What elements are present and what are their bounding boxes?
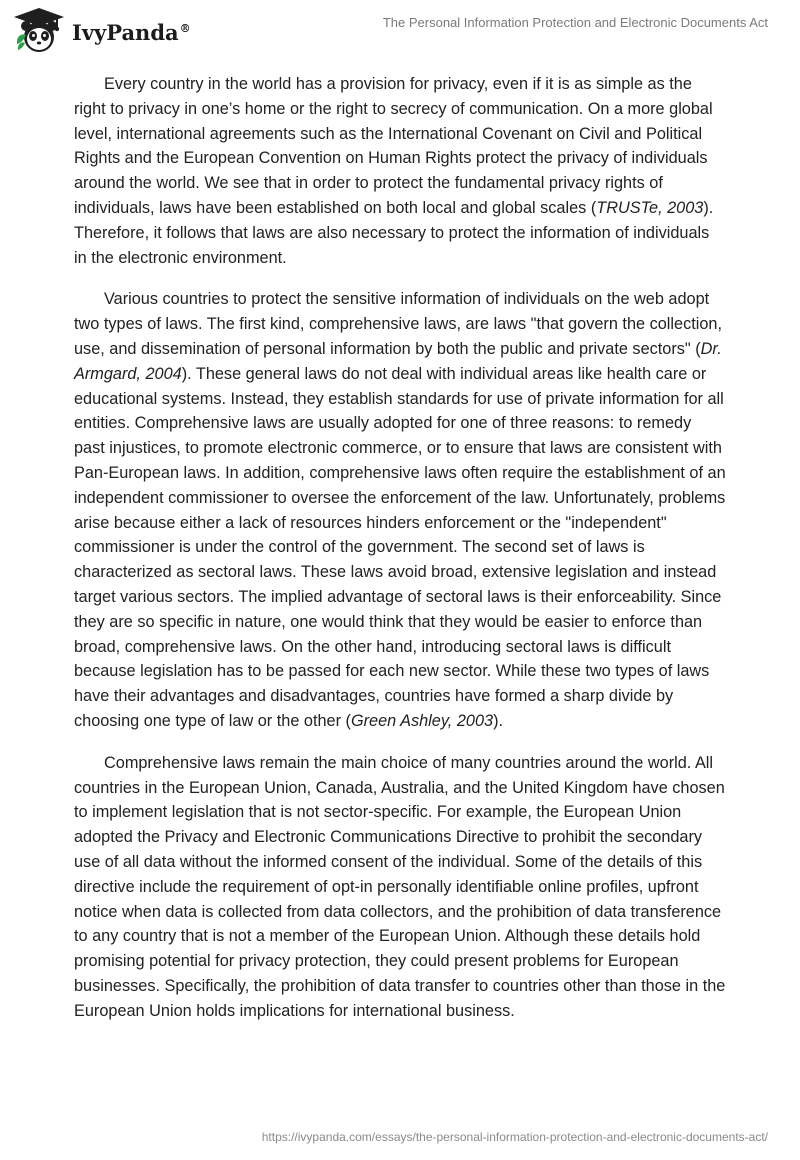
- paragraph-text: ). Therefore, it follows that laws are also necessary to protect the information of individuals in the electronic environment.: [74, 198, 714, 267]
- panda-graduate-icon: [12, 6, 66, 56]
- document-title: The Personal Information Protection and Electronic Documents Act: [382, 15, 768, 30]
- paragraph-text: Every country in the world has a provision for privacy, even if it is as simple as the right to privacy in one’s home or the right to secrecy of communication. On a more global level, international agreements such as the International Covenant on Civil and Political Rights and the European Convention on Human Rights protect the privacy of individuals around the world. We see that in order to protect the fundamental privacy rights of individuals, laws have been established on both local and global scales (: [74, 75, 713, 217]
- page-header: [0, 0, 800, 60]
- citation: Green Ashley, 2003: [350, 711, 494, 730]
- source-url[interactable]: https://ivypanda.com/essays/the-personal-information-protection-and-electronic-documents-act/: [261, 1130, 768, 1144]
- essay-body: [74, 72, 726, 1040]
- paragraph: [74, 287, 726, 733]
- paragraph-text: Various countries to protect the sensitive information of individuals on the web adopt two types of laws. The first kind, comprehensive laws, are laws "that govern the collection, use, and dissemination of personal information by both the public and private sectors" (: [74, 290, 722, 358]
- paragraph: [74, 751, 726, 1024]
- paragraph-text: ). These general laws do not deal with individual areas like health care or educational systems. Instead, they establish standards for use of private information for all entities. Comprehensive laws are usually adopted for one of three reasons: to remedy past injustices, to promote electronic commerce, or to ensure that laws are consistent with Pan-European laws. In addition, comprehensive laws often require the establishment of an independent commissioner to oversee the enforcement of the law. Unfortunately, problems arise because either a lack of resources hinders enforcement or the "independent" commissioner is under the control of the government. The second set of laws is characterized as sectoral laws. These laws avoid broad, extensive legislation and instead target various sectors. The implied advantage of sectoral laws is their enforceability. Since they are so specific in nature, one would think that they would be easier to enforce than broad, comprehensive laws. On the other hand, introducing sectoral laws is difficult because legislation has to be passed for each new sector. While these two types of laws have their advantages and disadvantages, countries have formed a sharp divide by choosing one type of law or the other (: [74, 364, 726, 730]
- ivypanda-logo[interactable]: [12, 6, 191, 56]
- paragraph: [74, 72, 726, 270]
- logo-text: IvyPanda®: [72, 19, 191, 45]
- citation: TRUSTe, 2003: [596, 198, 704, 217]
- paragraph-text: Comprehensive laws remain the main choice of many countries around the world. All countries in the European Union, Canada, Australia, and the United Kingdom have chosen to implement legislation that is not sector-specific. For example, the European Union adopted the Privacy and Electronic Communications Directive to prohibit the secondary use of all data without the informed consent of the individual. Some of the details of this directive include the requirement of opt-in personally identifiable online profiles, upfront notice when data is collected from data collectors, and the prohibition of data transference to any country that is not a member of the European Union. Although these details hold promising potential for privacy protection, they could present problems for European businesses. Specifically, the prohibition of data transfer to countries other than those in the European Union holds implications for international business.: [74, 753, 726, 1020]
- paragraph-text: ).: [493, 711, 504, 730]
- citation: Dr. Armgard, 2004: [74, 339, 722, 383]
